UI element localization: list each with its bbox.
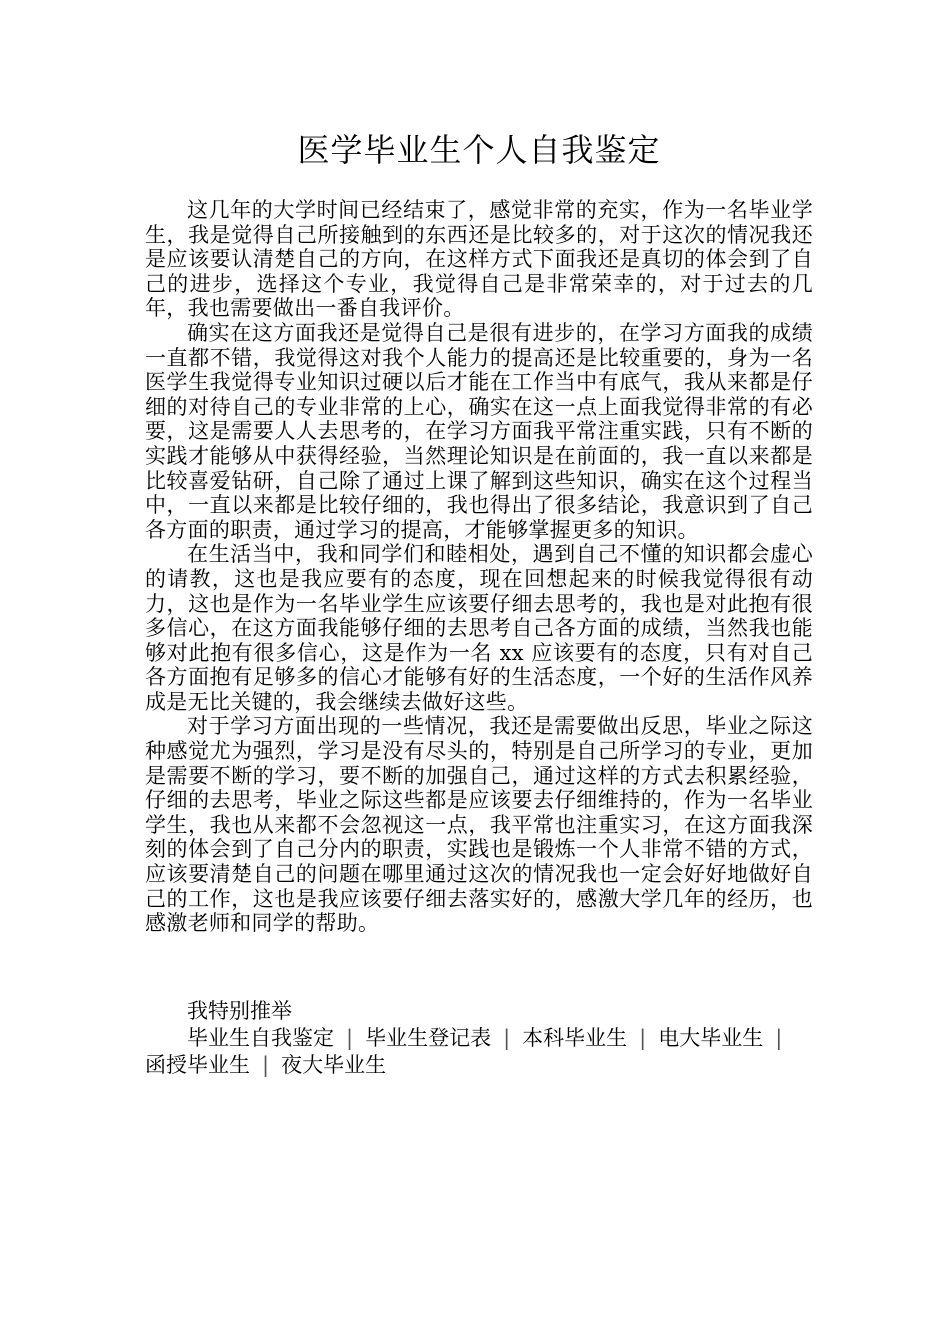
recommend-links <box>145 1025 813 1079</box>
link-evening-graduate[interactable]: 夜大毕业生 <box>281 1052 387 1077</box>
link-separator: | <box>639 1025 647 1050</box>
section-spacer <box>145 936 813 998</box>
link-self-assessment[interactable]: 毕业生自我鉴定 <box>187 1025 334 1050</box>
link-correspondence-graduate[interactable]: 函授毕业生 <box>145 1052 250 1077</box>
paragraph-3: 在生活当中，我和同学们和睦相处，遇到自己不懂的知识都会虚心的请教，这也是我应要有的态度，现在回想起来的时候我觉得很有动力，这也是作为一名毕业学生应该要仔细去思考的，我也是对此抱有很多信心，在这方面我能够仔细的去思考自己各方面的成绩，当然我也能够对此抱有很多信心，这是作为一名 xx 应该要有的态度，只有对自己各方面抱有足够多的信心才能够有好的生活态度，一个好的生活作风养成是无比关键的，我会继续去做好这些。 <box>145 542 813 714</box>
link-registration-form[interactable]: 毕业生登记表 <box>365 1025 492 1050</box>
paragraph-1: 这几年的大学时间已经结束了，感觉非常的充实，作为一名毕业学生，我是觉得自己所接触到的东西还是比较多的，对于这次的情况我还是应该要认清楚自己的方向，在这样方式下面我还是真切的体会到了自己的进步，选择这个专业，我觉得自己是非常荣幸的，对于过去的几年，我也需要做出一番自我评价。 <box>145 198 813 321</box>
link-separator: | <box>346 1025 354 1050</box>
link-tvu-graduate[interactable]: 电大毕业生 <box>658 1025 764 1050</box>
link-separator: | <box>262 1052 270 1077</box>
link-separator: | <box>503 1025 511 1050</box>
document-page <box>145 128 813 1079</box>
link-separator: | <box>775 1025 783 1050</box>
paragraph-2: 确实在这方面我还是觉得自己是很有进步的，在学习方面我的成绩一直都不错，我觉得这对我个人能力的提高还是比较重要的，身为一名医学生我觉得专业知识过硬以后才能在工作当中有底气，我从来都是仔细的对待自己的专业非常的上心，确实在这一点上面我觉得非常的有必要，这是需要人人去思考的，在学习方面我平常注重实践，只有不断的实践才能够从中获得经验，当然理论知识是在前面的，我一直以来都是比较喜爱钻研，自己除了通过上课了解到这些知识，确实在这个过程当中，一直以来都是比较仔细的，我也得出了很多结论，我意识到了自己各方面的职责，通过学习的提高，才能够掌握更多的知识。 <box>145 320 813 542</box>
recommend-label: 我特别推举 <box>187 998 292 1023</box>
link-undergraduate[interactable]: 本科毕业生 <box>522 1025 628 1050</box>
document-title: 医学毕业生个人自我鉴定 <box>297 131 661 169</box>
paragraph-4: 对于学习方面出现的一些情况，我还是需要做出反思，毕业之际这种感觉尤为强烈，学习是没有尽头的，特别是自己所学习的专业，更加是需要不断的学习，要不断的加强自己，通过这样的方式去积累经验，仔细的去思考，毕业之际这些都是应该要去仔细维持的，作为一名毕业学生，我也从来都不会忽视这一点，我平常也注重实习，在这方面我深刻的体会到了自己分内的职责，实践也是锻炼一个人非常不错的方式，应该要清楚自己的问题在哪里通过这次的情况我也一定会好好地做好自己的工作，这也是我应该要仔细去落实好的，感激大学几年的经历，也感激老师和同学的帮助。 <box>145 714 813 936</box>
